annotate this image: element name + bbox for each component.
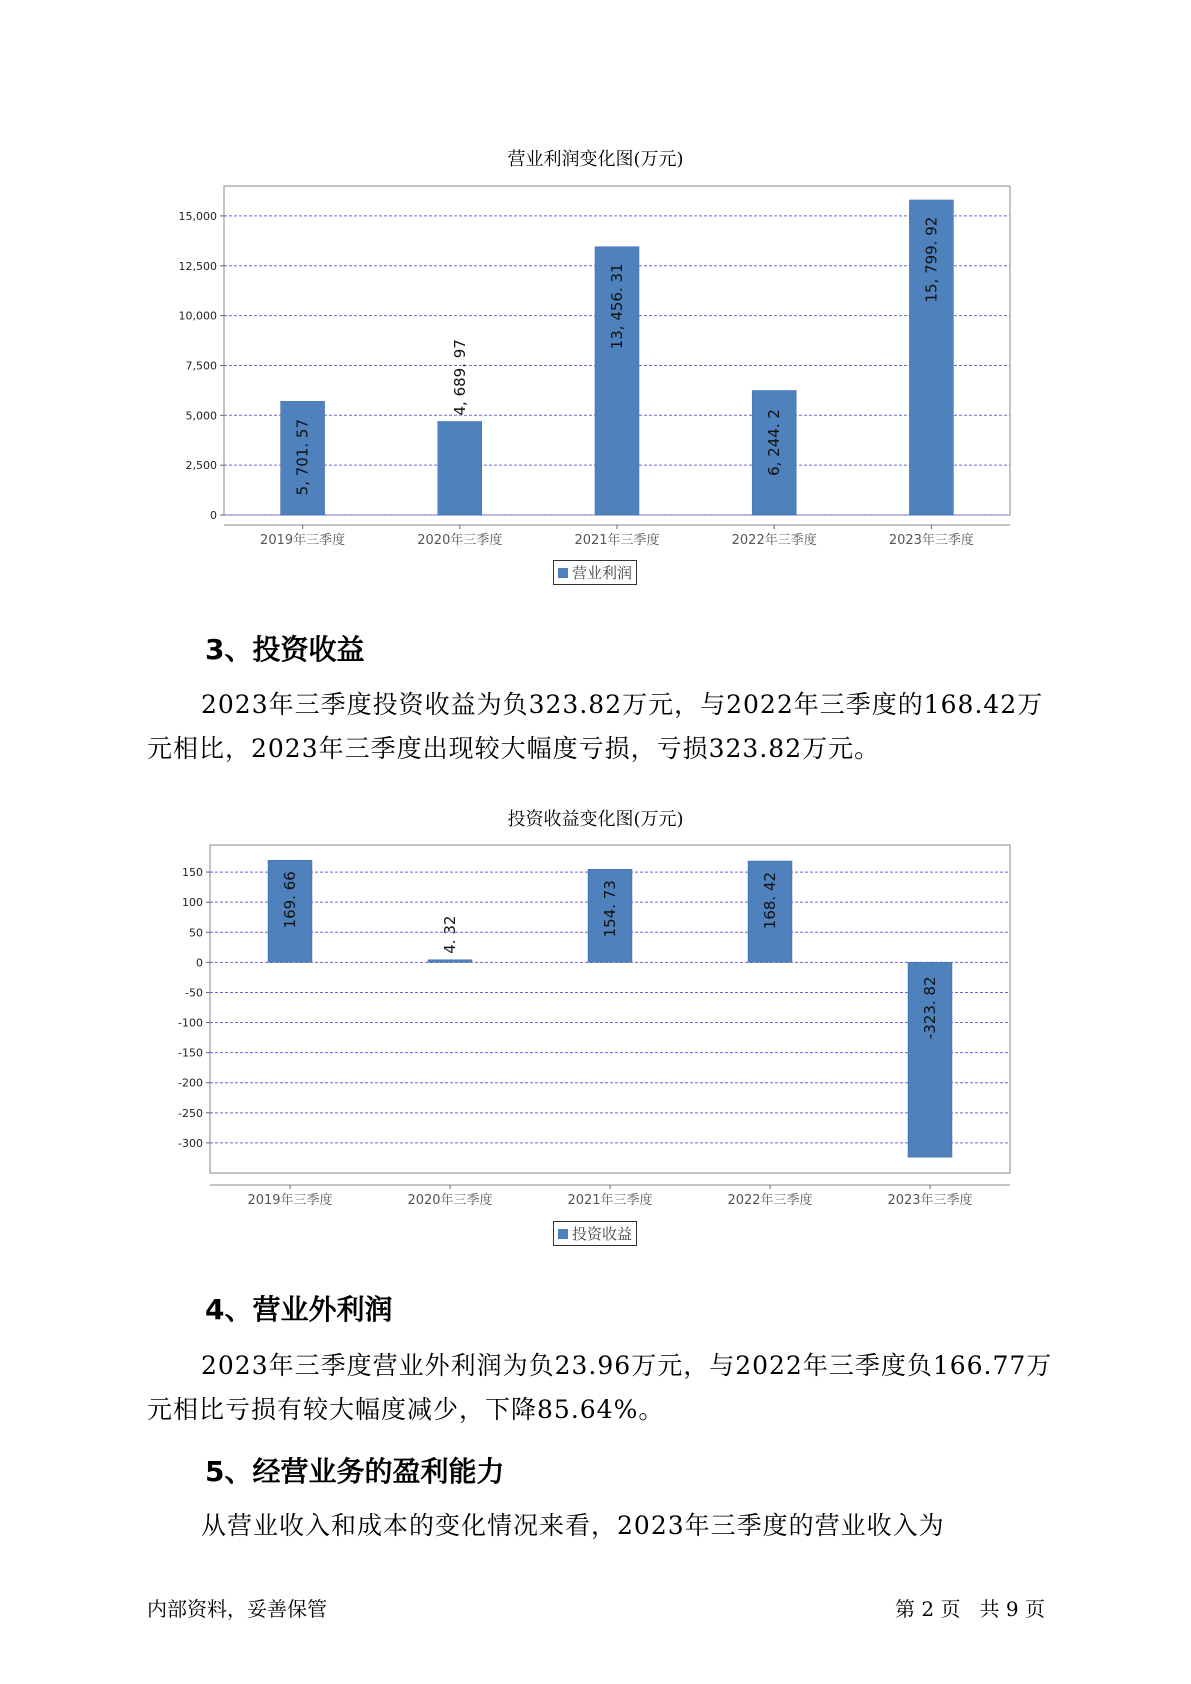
footer-confidential: 内部资料，妥善保管 [147,1597,327,1621]
section-3-heading: 3、投资收益 [205,633,365,666]
bar-value-label: 5, 701. 57 [293,418,312,496]
y-tick-label: 50 [189,926,203,940]
section-5-paragraph: 从营业收入和成本的变化情况来看，2023年三季度的营业收入为 [201,1511,945,1540]
x-tick-label: 2020年三季度 [407,1193,493,1208]
x-tick-label: 2019年三季度 [260,533,346,548]
y-tick-label: 0 [196,956,203,970]
y-tick-label: 5,000 [185,409,217,423]
bar-value-label: 6, 244. 2 [765,409,784,476]
footer-page-number: 第 2 页 共 9 页 [895,1597,1045,1621]
y-tick-label: 12,500 [178,259,217,273]
x-tick-label: 2020年三季度 [417,533,503,548]
bar [438,421,482,515]
section-3-paragraph: 2023年三季度投资收益为负323.82万元，与2022年三季度的168.42万元相比，2023年三季度出现较大幅度亏损，亏损323.82万元。 [147,690,1044,763]
x-tick-label: 2022年三季度 [727,1193,813,1208]
y-tick-label: -200 [178,1076,203,1090]
chart2-investment-income [0,840,1191,1210]
x-tick-label: 2023年三季度 [888,533,974,548]
bar-value-label: 13, 456. 31 [608,263,626,350]
bar-value-label: 4. 32 [441,915,459,954]
bar-value-label: 169. 66 [281,871,299,929]
section-4-heading: 4、营业外利润 [205,1293,393,1326]
x-tick-label: 2019年三季度 [247,1193,333,1208]
chart1-legend [553,560,637,585]
legend-swatch [558,1229,568,1239]
y-tick-label: -100 [178,1016,203,1030]
y-tick-label: -150 [178,1046,203,1060]
y-tick-label: 15,000 [178,209,217,223]
y-tick-label: 7,500 [185,359,217,373]
section-4-paragraph: 2023年三季度营业外利润为负23.96万元，与2022年三季度负166.77万元相比亏损有较大幅度减少，下降85.64%。 [147,1351,1053,1424]
x-tick-label: 2022年三季度 [731,533,817,548]
bar-value-label: 4, 689. 97 [450,339,469,416]
x-tick-label: 2021年三季度 [567,1193,653,1208]
y-tick-label: 100 [182,896,203,910]
chart2-title: 投资收益变化图(万元) [507,809,684,830]
y-tick-label: -50 [185,986,203,1000]
x-tick-label: 2023年三季度 [887,1193,973,1208]
x-tick-label: 2021年三季度 [574,533,660,548]
chart1-legend-label: 营业利润 [572,564,633,582]
section-5-heading: 5、经营业务的盈利能力 [205,1455,505,1488]
bar [428,960,472,963]
y-tick-label: 150 [182,866,203,880]
y-tick-label: -250 [178,1106,203,1120]
y-tick-label: 10,000 [178,309,217,323]
y-tick-label: 0 [210,509,217,522]
bar-value-label: -323. 82 [921,976,939,1040]
chart2-legend-label: 投资收益 [572,1225,633,1243]
chart1-title: 营业利润变化图(万元) [507,149,684,170]
chart2-legend [553,1221,637,1246]
y-tick-label: -300 [178,1136,203,1150]
chart1-operating-profit [0,180,1191,550]
bar-value-label: 15, 799. 92 [922,216,941,303]
legend-swatch [558,568,568,578]
bar-value-label: 154. 73 [601,880,619,938]
y-tick-label: 2,500 [185,459,217,473]
bar-value-label: 168. 42 [761,871,779,930]
